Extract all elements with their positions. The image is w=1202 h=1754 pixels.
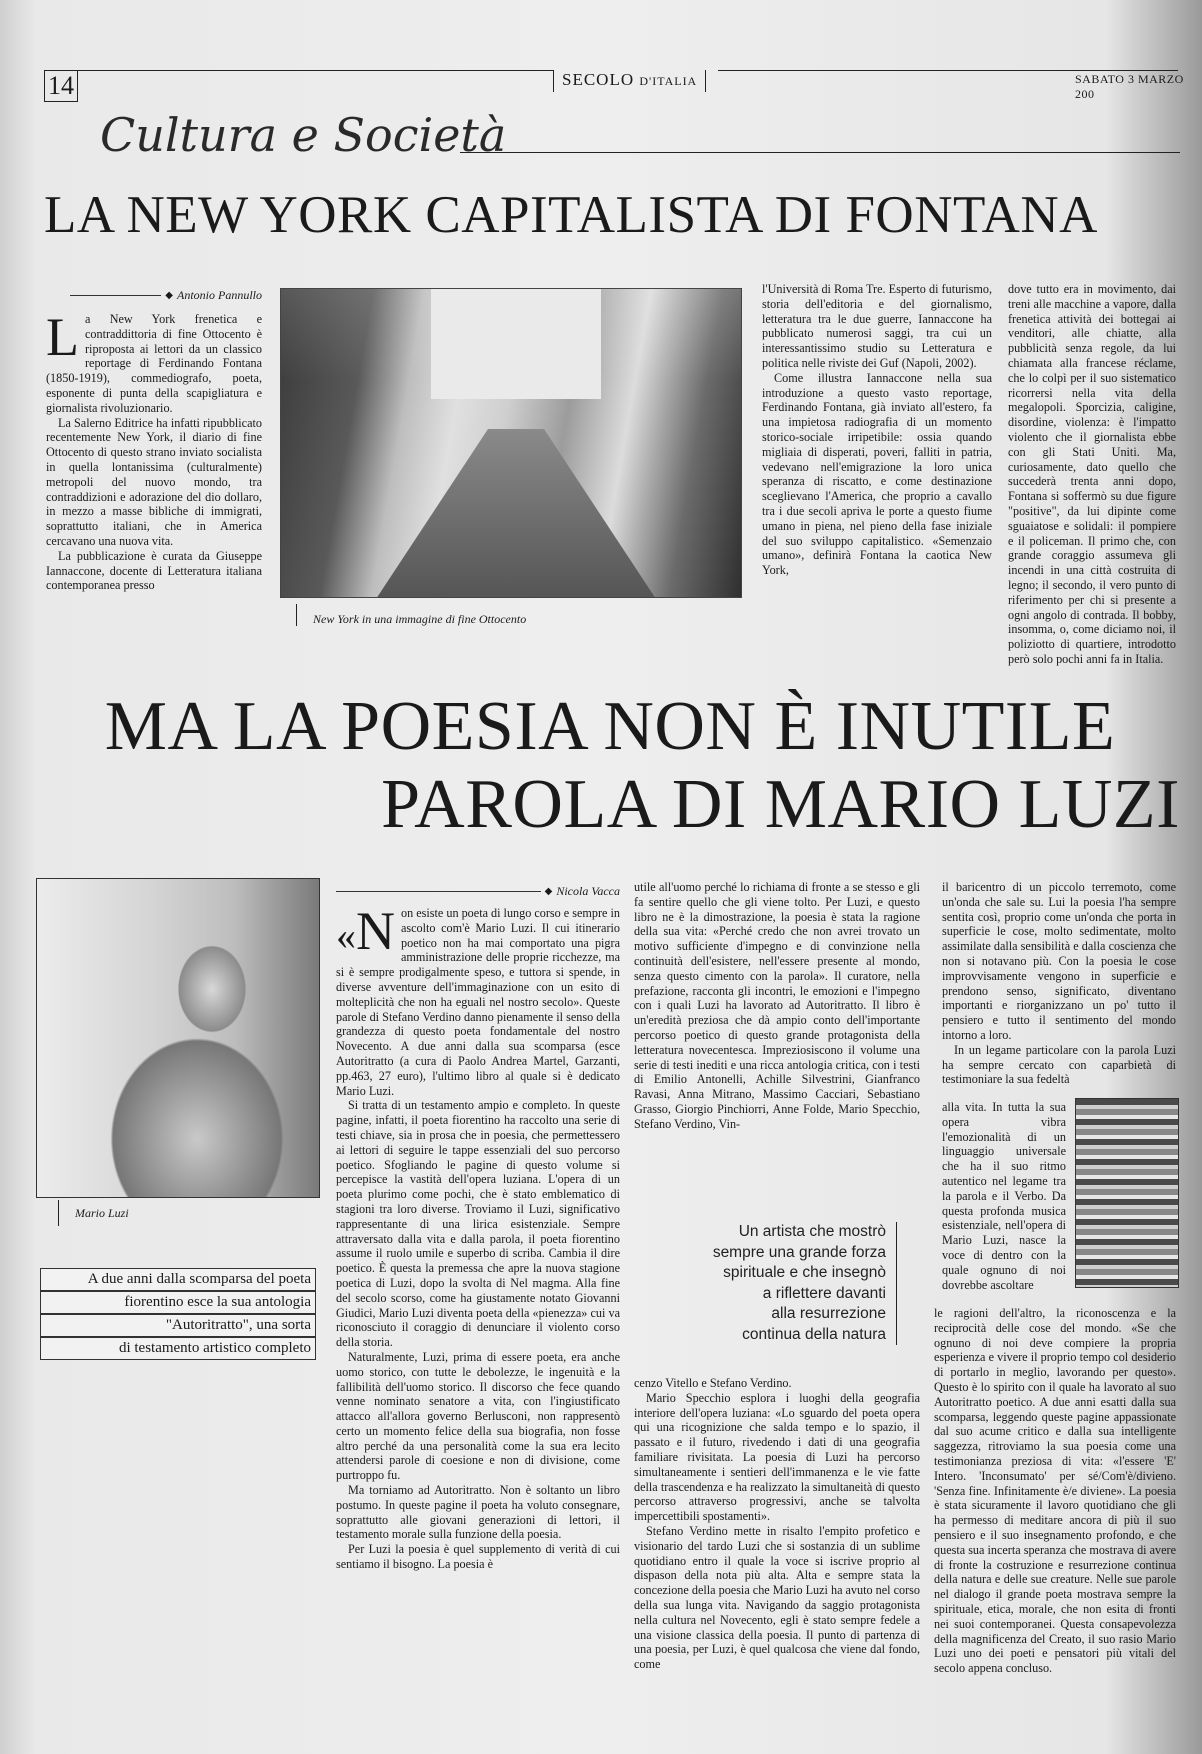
article2-paragraph: Stefano Verdino mette in risalto l'empito profetico e visionario del tardo Luzi che si sostanzia di un sublime quotidiano entro il quale la voce si iscrive proprio al dispason della nota più alta. Alta e sempre stata la concezione della poesia che Mario Luzi ha avuto nel corso della sua lunga vita. Navigando da saggio protagonista nella cultura nel Novecento, egli è stato sempre fedele a una visione classica della poesia. Il punto di partenza di una poesia, per Luzi, è quel qualcosa che viene dal fondo, come xyxy=(634,1523,920,1672)
pull-quote-line: "Autoritratto", una sorta xyxy=(40,1314,316,1337)
article1-col1 xyxy=(46,307,262,593)
pull-quote-line: a riflettere davanti xyxy=(762,1284,886,1302)
page-number: 14 xyxy=(44,70,78,102)
paper-name-main: SECOLO xyxy=(562,70,635,89)
article1-col3 xyxy=(1008,282,1176,667)
article1-byline xyxy=(70,288,262,303)
article2-paragraph: Ma torniamo ad Autoritratto. Non è soltanto un libro postumo. In queste pagine il poeta ha voluto consegnare, soprattutto alle giovani generazioni di lettori, il testamento morale sulla funzione della poesia. xyxy=(336,1483,620,1542)
article2-col3-bottom xyxy=(934,1306,1176,1676)
pull-quote-line: sempre una grande forza xyxy=(712,1243,886,1261)
article1-paragraph: dove tutto era in movimento, dai treni alle macchine a vapore, dalla frenetica attività dei bottegai ai venditori, alle chiatte, alla pubblicità senza regole, da lui chiamata alla francese réclame, che lo colpì per il suo sistematico ricorrersi nella vita della megalopoli. Sporcizia, caligine, disordine, violenza: è l'impatto violento che il giornalista ebbe con gli Stati Uniti. Ma, curiosamente, dato quello che succederà trenta anni dopo, Fontana si soffermò su due figure "positive", da lui dipinte come sguaiatose e solidali: il pompiere e il policeman. Il primo che, con grande coraggio assumeva gli incendi in una città costruita di legno; il secondo, il vero punto di riferimento per chi si presente a ogni angolo di contrada. Il bobby, insomma, o, come diciamo noi, il poliziotto di quartiere, introdotto però solo pochi anni fa in Italia. xyxy=(1008,282,1176,666)
article1-paragraph: l'Università di Roma Tre. Esperto di futurismo, storia dell'editoria e del giornalismo, letteratura tra le due guerre, Iannaccone ha pubblicato numerosi saggi, tra cui un interessantissimo studio su Letteratura e politica nelle riviste dei Guf (Napoli, 2002). xyxy=(762,282,992,370)
masthead-rule-right xyxy=(718,70,1178,71)
article2-col2-bottom xyxy=(634,1376,920,1672)
article2-col3-top xyxy=(942,880,1176,1087)
article1-para-text: a New York frenetica e contraddittoria di fine Ottocento è riproposta ai lettori da un classico reportage di Ferdinando Fontana (1850-1919), commediografo, poeta, esponente di punta della scapigliatura e giornalista rivoluzionario. xyxy=(46,312,262,415)
article2-col1 xyxy=(336,901,620,1572)
article2-paragraph: il baricentro di un piccolo terremoto, come un'onda che sale su. Lui la poesia l'ha sempre sentita così, proprio come un'onda che porta in superficie le cose, molto sedimentate, molto assimilate dalla sensibilità e dalla coscienza che non si notavano più. Con la poesia le cose improvvisamente vengono in superficie e prendono senso, significato, diventano importanti e riorganizzano un po' tutto il pensiero e tutto il sentimento del mondo intorno a loro. xyxy=(942,880,1176,1042)
article1-photo-caption: New York in una immagine di fine Ottocento xyxy=(296,604,733,626)
article2-paragraph: le ragioni dell'altro, la riconoscenza e la reciprocità delle cose del mondo. «Se che ognuno di noi deve compiere la propria esperienza e vivere il proprio tempo col desiderio di portarlo in meglio, lavorando per questo». Questo è lo spirito con il quale ha lavorato al suo Autoritratto poetico. A due anni esatti dalla sua scomparsa, leggendo queste pagine appassionate dal suo acume critico e dalla sua intelligente saggezza, ritroviamo la sua poesia come una testimonianza preziosa di vita: «l'essere 'E' Intero. 'Inconsumato' per sé/Com'è/divieno. 'Senza fine. Infinitamente è/e diviene». La poesia è stata sicuramente il lavoro quotidiano che gli ha permesso di meditare ancora di più il suo pensiero e il suo insegnamento profondo, e che questa sua incerta speranza che mostrava di avere di fronte la costruzione e resurrezione continua della natura e delle sue creature. Nelle sue parole nel dialogo il grande poeta mostrava sempre la spirituale, etica, morale, che non esita di fronti nei suoi contemporanei. Questa consapevolezza della magnificenza del Creato, il suo rasio Mario Luzi uno dei poeti e pensatori più vitali del secolo appena concluso. xyxy=(934,1306,1176,1676)
mario-luzi-photo xyxy=(36,878,320,1198)
article2-paragraph: In un legame particolare con la parola Luzi ha sempre cercato con caparbietà di testimoniare la sua fedeltà xyxy=(942,1042,1176,1087)
byline-rule xyxy=(70,295,161,296)
article2-paragraph: Naturalmente, Luzi, prima di essere poeta, era anche uomo storico, con tutte le debolezze, le ingenuità e la fallibilità dell'uomo storico. Il discorso che fece quando venne nominato senatore a vita, con l'ingiustificato attacco all'allora governo Berlusconi, non rappresentò certo un momento felice della sua biografia, non fosse altro perché da una personalità come la sua era lecito attendersi parole di coesione e non di divisione, come purtroppo fu. xyxy=(336,1349,620,1483)
photo-sky xyxy=(431,289,601,399)
pull-quote-line: Un artista che mostrò xyxy=(738,1223,886,1240)
pull-quote-line: fiorentino esce la sua antologia xyxy=(40,1291,316,1314)
article1-dropcap: L xyxy=(46,307,79,367)
paper-name xyxy=(553,70,706,92)
article2-paragraph xyxy=(336,901,620,1098)
pull-quote-line: di testamento artistico completo xyxy=(40,1337,316,1360)
new-york-photo xyxy=(280,288,742,598)
article1-col2 xyxy=(762,282,992,578)
diamond-icon: ◆ xyxy=(165,290,173,301)
byline-rule xyxy=(336,891,541,892)
pull-quote-line: continua della natura xyxy=(742,1325,886,1343)
article1-paragraph: Come illustra Iannaccone nella sua introduzione a questo vasto reportage, Ferdinando Fontana, già inviato all'estero, fa una impietosa radiografia di un momento storico-sociale irripetibile: ossia quando migliaia di disperati, poveri, falliti in patria, vedevano nell'emigrazione la loro unica speranza di riscatto, e come destinazione sceglievano l'America, che proprio a cavallo tra i due secoli apriva le porte a questo fiume umano in piena, nel pieno della fase iniziale del suo sviluppo capitalistico. «Semenzaio umano», definirà Fontana la caotica New York, xyxy=(762,370,992,578)
pull-quote-line: spirituale e che insegnò xyxy=(723,1264,886,1281)
dropcap-letter: N xyxy=(356,901,395,961)
article1-paragraph: La pubblicazione è curata da Giuseppe Iannaccone, docente di Letteratura italiana contemporanea presso xyxy=(46,548,262,593)
article2-dropcap xyxy=(336,901,395,961)
article1-paragraph: La Salerno Editrice ha infatti ripubblicato recentemente New York, il diario di fine Ottocento di questo strano inviato socialista in quella lontanissima (culturalmente) metropoli del nuovo mondo, tra contraddizioni e adorazione del dio dollaro, in mezzo a masse bibliche di immigrati, soprattutto italiani, che in America cercavano una nuova vita. xyxy=(46,415,262,548)
paper-name-small: D'ITALIA xyxy=(639,74,698,88)
article2-paragraph: cenzo Vitello e Stefano Verdino. xyxy=(634,1376,792,1390)
article2-col2-top xyxy=(634,880,920,1132)
pull-quote-left xyxy=(40,1268,316,1360)
article1-headline: LA NEW YORK CAPITALISTA DI FONTANA xyxy=(44,186,1098,244)
article2-headline-line2: PAROLA DI MARIO LUZI xyxy=(381,766,1180,843)
pull-quote-line: alla resurrezione xyxy=(771,1305,886,1322)
article2-paragraph: Si tratta di un testamento ampio e completo. In queste pagine, infatti, il poeta fiorentino ha raccolto una serie di testi chiave, sia in prosa che in poesia, che permettessero ai lettori di seguire le tappe essenziali del suo percorso poetico. Sfogliando le pagine di questo volume si percepisce la vastità dell'opera luziana. L'opera di un poeta plurimo come pochi, che è stato emblematico di stagioni tra loro diverse. Troviamo il Luzi, significativo rappresentante di una lirica esistenziale. Sempre attraversato dalla vita e dalla parola, il poeta fiorentino assume il ruolo umile e superbo di scriba. Cambia il dire poetico. È questa la premessa che apre la nuova stagione poetica di Luzi, dopo la svolta di Nel magma. Alla fine del secolo scorso, come ha giustamente notato Giovanni Giudici, Mario Luzi diventa poeta della «pienezza» cui va riconosciuto il coraggio di denunciare il violento corso della storia. xyxy=(336,1098,620,1350)
pull-quote-right xyxy=(676,1222,897,1345)
article2-paragraph: Per Luzi la poesia è quel supplemento di verità di cui sentiamo il bisogno. La poesia è xyxy=(336,1542,620,1572)
article1-author: Antonio Pannullo xyxy=(177,288,262,302)
article2-paragraph: Mario Specchio esplora i luoghi della geografia interiore dell'opera luziana: «Lo sguardo del poeta opera qui una ricognizione che salda tempo e lo spazio, il passato e il futuro, rivedendo i dati di una geografia familiare rivisitata. La poesia di Luzi ha percorso simultaneamente i sentieri dell'immanenza e le vie fatte della trascendenza e ha realizzato la simultaneità di questo percorso attraverso progressivi, anche se talvolta impercettibili spostamenti». xyxy=(634,1390,920,1524)
article2-photo-caption: Mario Luzi xyxy=(58,1200,129,1226)
quote-mark: « xyxy=(336,913,356,958)
article1-paragraph xyxy=(46,307,262,416)
diamond-icon: ◆ xyxy=(544,886,553,897)
article2-headline-line1: MA LA POESIA NON È INUTILE xyxy=(104,688,1116,765)
pull-quote-line: A due anni dalla scomparsa del poeta xyxy=(40,1268,316,1291)
article2-col3-middle xyxy=(942,1100,1066,1292)
section-title: Cultura e Società xyxy=(100,108,507,162)
article2-para-text: on esiste un poeta di lungo corso e sempre in ascolto com'è Mario Luzi. Il cui itinerario poetico non ha mai comportato una pigra amministrazione delle proprie ricchezze, ma si è sempre prodigalmente speso, e tuttora si spende, in diverse avventure dell'immaginazione con un esito di molteplicità che non ha eguali nel nostro secolo». Queste parole di Stefano Verdino danno pienamente il senso della grandezza di questo poeta fondamentale del nostro Novecento. A due anni dalla sua scomparsa (esce Autoritratto (a cura di Paolo Andrea Martel, Garzanti, pp.463, 27 euro), l'ultimo libro al quale si è dedicato Mario Luzi. xyxy=(336,906,620,1098)
books-photo xyxy=(1075,1098,1179,1288)
article2-paragraph: utile all'uomo perché lo richiama di fronte a se stesso e gli fa sentire quello che gli viene tolto. Per Luzi, e questo libro ne è la dimostrazione, la poesia è stata la ragione della sua vita: «Perché credo che non avrei trovato un motivo sufficiente d'impegno e di convinzione nella continuità dell'esistere, nell'essere presente al mondo, senza questo cimento con la parola». Il curatore, nella prefazione, racconta gli incontri, le emozioni e l'impegno con i quali Luzi ha lavorato ad Autoritratto. Il libro è un'eredità preziosa che dà ampio conto dell'importante percorso poetico di questo grande protagonista della letteratura novecentesca. Impreziosiscono il volume una serie di testi inediti e una ricca antologia critica, con i testi di Emilio Antonelli, Achille Silvestrini, Gianfranco Ravasi, Anna Mitrano, Massimo Cacciari, Sebastiano Grasso, Giorgio Pinchiorri, Anne Folde, Mario Specchio, Stefano Verdino, Vin- xyxy=(634,880,920,1131)
article2-author: Nicola Vacca xyxy=(556,884,620,898)
article2-byline xyxy=(336,884,620,899)
issue-date: SABATO 3 MARZO 200 xyxy=(1075,72,1184,101)
section-rule xyxy=(460,152,1180,153)
article2-paragraph: alla vita. In tutta la sua opera vibra l'emozionalità di un linguaggio universale che ha il suo ritmo autentico nel legame tra la parola e il Verbo. Da questa profonda musica esistenziale, nell'opera di Mario Luzi, nasce la voce di dentro con la quale ognuno di noi dovrebbe ascoltare xyxy=(942,1100,1066,1292)
masthead-rule-left xyxy=(78,70,553,71)
photo-road xyxy=(376,429,656,598)
